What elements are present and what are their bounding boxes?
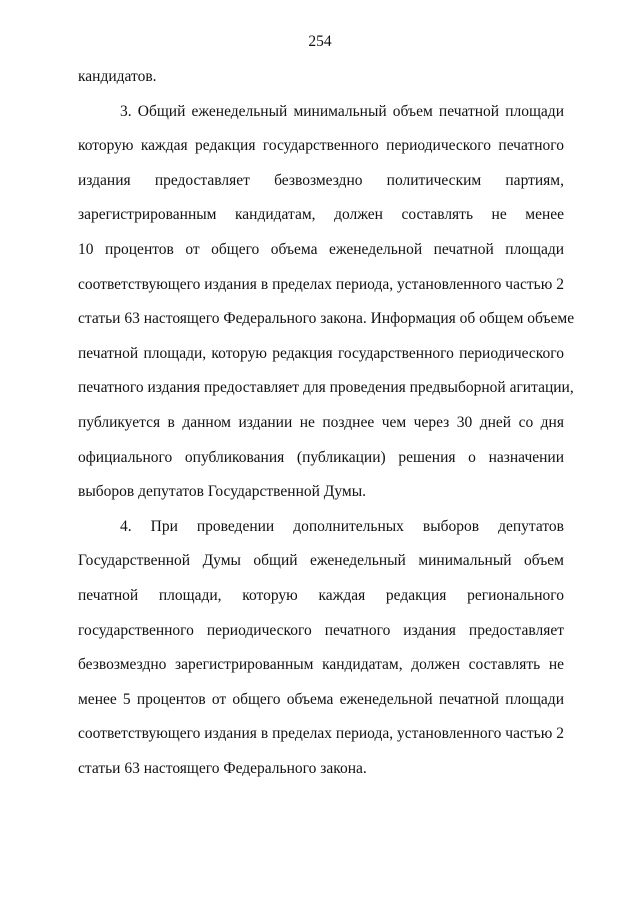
paragraph-4 <box>78 518 564 795</box>
text-line: менее 5 процентов от общего объема еженедельной печатной площади <box>78 690 564 708</box>
text-line: зарегистрированным кандидатам, должен составлять не менее <box>78 206 564 224</box>
text-line: государственного периодического печатного издания предоставляет <box>78 621 564 639</box>
text-line: печатной площади, которую редакция государственного периодического <box>78 344 564 362</box>
body-text <box>78 68 575 794</box>
text-line: безвозмездно зарегистрированным кандидатам, должен составлять не <box>78 656 564 674</box>
text-line: соответствующего издания в пределах периода, установленного частью 2 <box>78 725 564 743</box>
text-line: печатной площади, которую каждая редакция регионального <box>78 586 564 604</box>
text-line: печатного издания предоставляет для проведения предвыборной агитации, <box>78 379 574 397</box>
text-line: кандидатов. <box>78 68 157 85</box>
text-line: 3. Общий еженедельный минимальный объем печатной площади <box>120 102 564 120</box>
text-line: официального опубликования (публикации) решения о назначении <box>78 448 564 466</box>
text-line: выборов депутатов Государственной Думы. <box>78 483 367 501</box>
page-number: 254 <box>308 33 332 50</box>
text-line: публикуется в данном издании не позднее чем через 30 дней со дня <box>78 413 564 431</box>
text-line: которую каждая редакция государственного периодического печатного <box>78 137 564 155</box>
text-line: 4. При проведении дополнительных выборов депутатов <box>120 517 564 535</box>
text-line: соответствующего издания в пределах периода, установленного частью 2 <box>78 275 564 293</box>
text-line: статьи 63 настоящего Федерального закона. <box>78 759 367 777</box>
paragraph-3 <box>78 102 575 518</box>
paragraph-continuation <box>78 68 564 103</box>
text-line: издания предоставляет безвозмездно политическим партиям, <box>78 171 564 189</box>
text-line: Государственной Думы общий еженедельный минимальный объем <box>78 552 564 570</box>
text-line: 10 процентов от общего объема еженедельной печатной площади <box>78 240 564 258</box>
text-line: статьи 63 настоящего Федерального закона. Информация об общем объеме <box>78 310 575 328</box>
